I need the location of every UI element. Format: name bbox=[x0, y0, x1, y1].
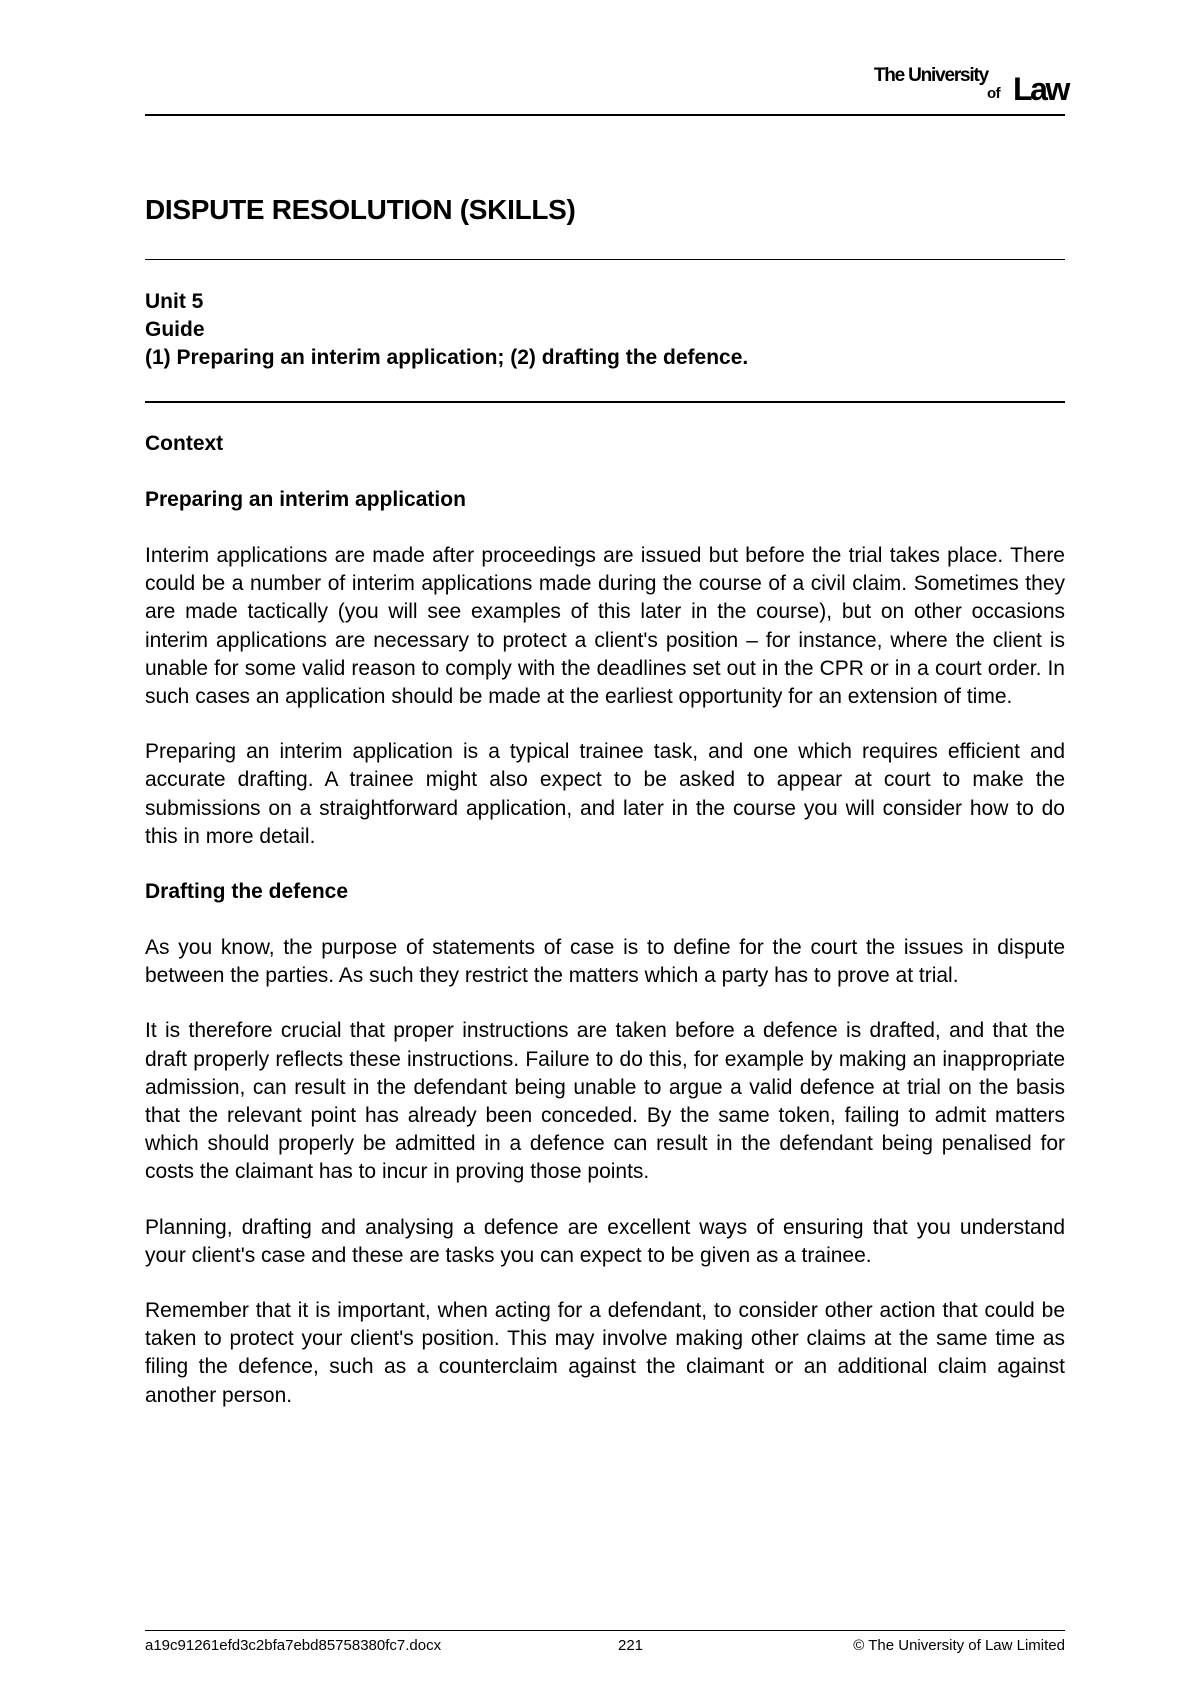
paragraph: It is therefore crucial that proper instructions are taken before a defence is drafted, and that the draft properly reflects these instructions. Failure to do this, for example by making an inappropriate admission, can result in the defendant being unable to argue a valid defence at trial on the basis that the relevant point has already been conceded. By the same token, failing to admit matters which should properly be admitted in a defence can result in the defendant being penalised for costs the claimant has to incur in proving those points. bbox=[145, 1019, 1065, 1184]
paragraph: Planning, drafting and analysing a defence are excellent ways of ensuring that you understand your client's case and these are tasks you can expect to be given as a trainee. bbox=[145, 1215, 1065, 1267]
paragraph: Preparing an interim application is a typical trainee task, and one which requires efficient and accurate drafting. A trainee might also expect to be asked to appear at court to make the submissions on a straightforward application, and later in the course you will consider how to do this in more detail. bbox=[145, 740, 1065, 848]
logo-text-university: The University bbox=[873, 65, 988, 86]
paragraph: As you know, the purpose of statements of case is to define for the court the issues in dispute between the parties. As such they restrict the matters which a party has to prove at trial. bbox=[145, 936, 1065, 988]
paragraph: Remember that it is important, when acting for a defendant, to consider other action that could be taken to protect your client's position. This may involve making other claims at the same time as filing the defence, such as a counterclaim against the claimant or an additional claim against another person. bbox=[145, 1299, 1065, 1407]
footer-divider bbox=[145, 1630, 1065, 1631]
document-body bbox=[145, 430, 1065, 1437]
footer-filename: a19c91261efd3c2bfa7ebd85758380fc7.docx bbox=[145, 1637, 442, 1654]
section-heading-drafting-defence: Drafting the defence bbox=[145, 880, 349, 904]
context-heading: Context bbox=[145, 432, 224, 455]
section-heading-interim-application: Preparing an interim application bbox=[145, 488, 466, 511]
title-divider bbox=[145, 259, 1065, 260]
page-footer bbox=[145, 1636, 1065, 1656]
footer-page-number: 221 bbox=[618, 1637, 644, 1654]
logo-text-of: of bbox=[987, 85, 1000, 102]
unit-number: Unit 5 bbox=[145, 290, 204, 313]
header-divider bbox=[145, 114, 1065, 116]
document-title: DISPUTE RESOLUTION (SKILLS) bbox=[145, 194, 576, 225]
logo-text-law: Law bbox=[1012, 71, 1068, 107]
guide-label: Guide bbox=[145, 318, 205, 341]
unit-info bbox=[145, 288, 748, 372]
unit-divider bbox=[145, 401, 1065, 403]
unit-subtitle: (1) Preparing an interim application; (2) drafting the defence. bbox=[145, 346, 749, 369]
paragraph: Interim applications are made after proceedings are issued but before the trial takes place. There could be a number of interim applications made during the course of a civil claim. Sometimes they are made tactically (you will see examples of this later in the course), but on other occasions interim applications are necessary to protect a client's position – for instance, where the client is unable for some valid reason to comply with the deadlines set out in the CPR or in a court order. In such cases an application should be made at the earliest opportunity for an extension of time. bbox=[145, 544, 1065, 709]
footer-copyright: © The University of Law Limited bbox=[853, 1637, 1065, 1654]
university-of-law-logo bbox=[858, 66, 1068, 106]
